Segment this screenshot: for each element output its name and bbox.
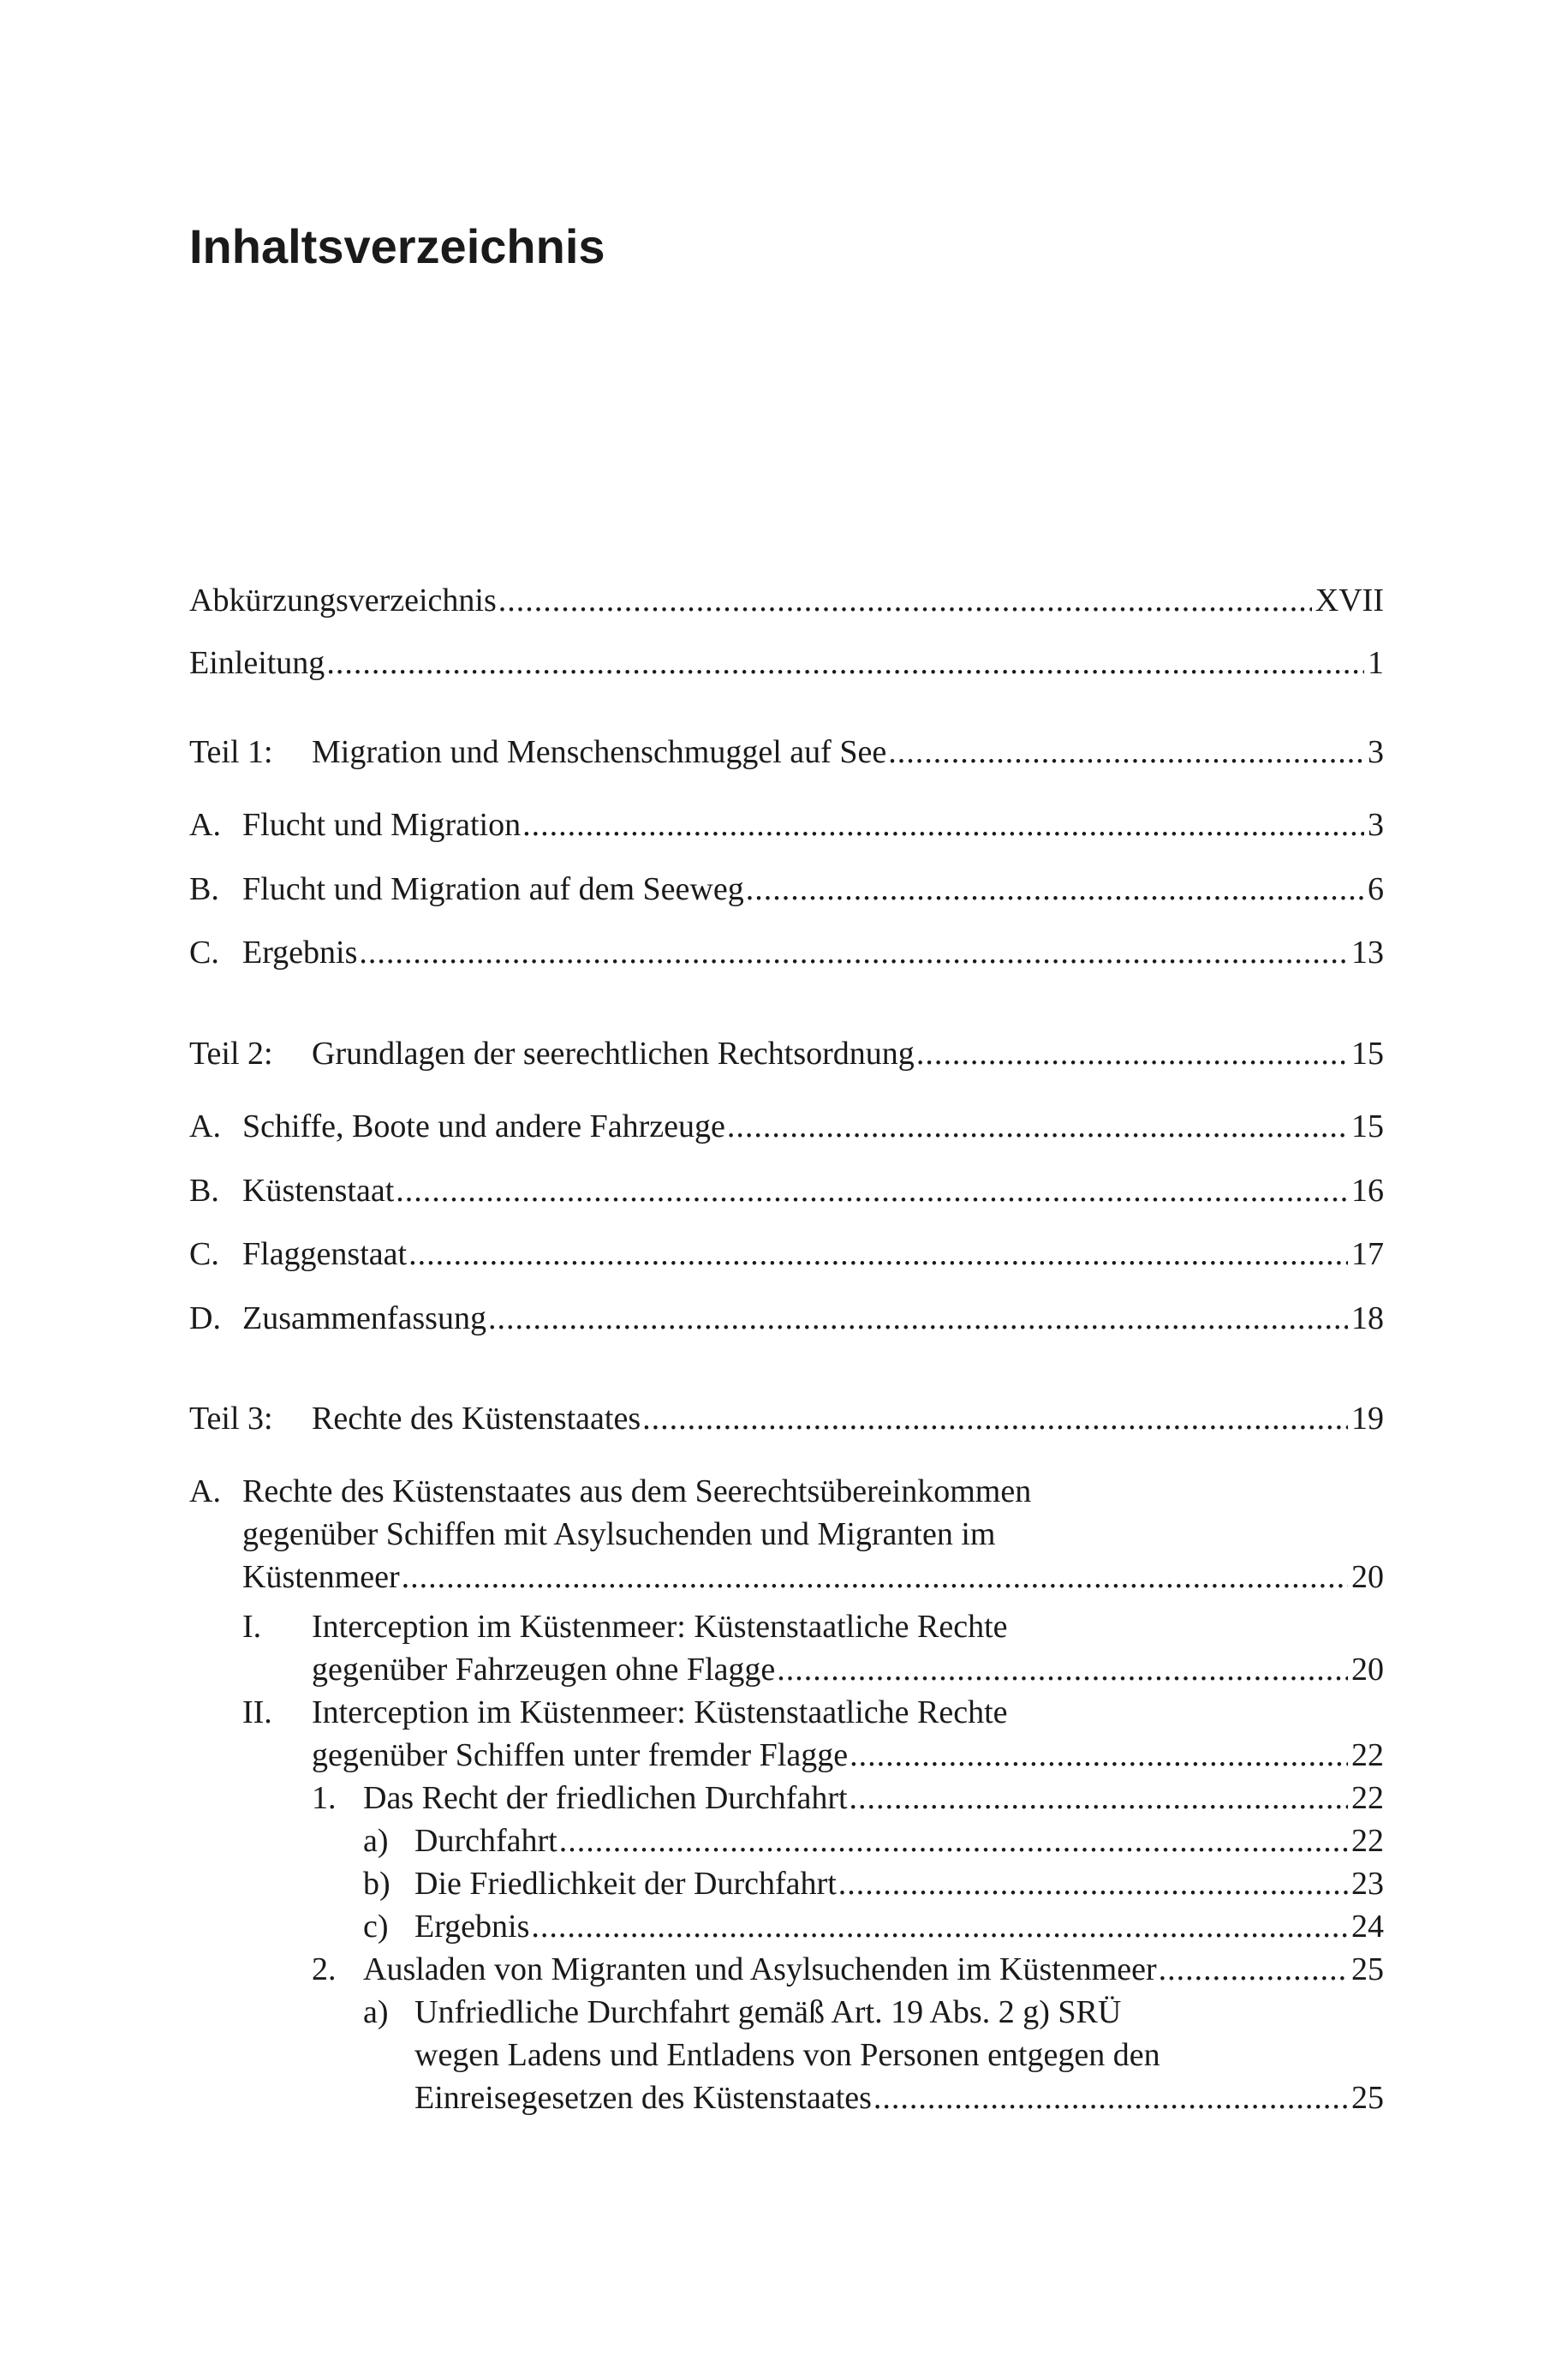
toc-entry-page-number: 3: [1368, 734, 1384, 770]
toc-entry-line: [189, 1605, 1384, 1648]
toc-entry-title: Rechte des Küstenstaates: [312, 1401, 641, 1437]
toc-entry[interactable]: [189, 1862, 1384, 1905]
toc-entry-number: A.: [189, 807, 221, 843]
toc-entry-leader-dots: [1159, 1948, 1348, 1991]
toc-entry-last-line: [189, 1777, 1384, 1819]
toc-entry-page-number: 24: [1351, 1909, 1384, 1945]
toc-entry[interactable]: [189, 579, 1384, 622]
toc-entry-last-line: [189, 804, 1384, 846]
toc-entry-page-number: 22: [1351, 1823, 1384, 1859]
toc-entry-number: B.: [189, 1173, 219, 1209]
toc-entry-title: Küstenstaat: [242, 1173, 395, 1209]
toc-entry-number: Teil 2:: [189, 1036, 273, 1072]
page-title: Inhaltsverzeichnis: [189, 219, 605, 273]
toc-entry-last-line: [189, 1105, 1384, 1148]
toc-entry-page-number: 25: [1351, 2080, 1384, 2116]
toc-entry-page-number: 20: [1351, 1559, 1384, 1595]
toc-entry-page-number: 16: [1351, 1173, 1384, 1209]
toc-entry-title: Ausladen von Migranten und Asylsuchenden im Küstenmeer: [363, 1951, 1157, 1987]
toc-entry-last-line: [189, 931, 1384, 974]
toc-entry-line: [189, 1470, 1384, 1513]
toc-entry-page-number: 19: [1351, 1401, 1384, 1437]
toc-entry-page-number: 3: [1368, 807, 1384, 843]
toc-entry-leader-dots: [777, 1648, 1348, 1691]
toc-entry-leader-dots: [326, 642, 1364, 684]
toc-entry[interactable]: [189, 1169, 1384, 1212]
toc-entry-last-line: [189, 1556, 1384, 1598]
toc-entry[interactable]: [189, 731, 1384, 774]
toc-entry-title: Flaggenstaat: [242, 1236, 408, 1272]
toc-entry-title: Durchfahrt: [414, 1823, 557, 1859]
toc-entry-number: 2.: [312, 1951, 337, 1987]
toc-entry-leader-dots: [359, 931, 1348, 974]
toc-entry-number: II.: [242, 1694, 272, 1730]
toc-entry[interactable]: [189, 1777, 1384, 1819]
toc-entry-leader-dots: [850, 1777, 1348, 1819]
toc-entry-title: Flucht und Migration: [242, 807, 522, 843]
toc-entry[interactable]: [189, 1470, 1384, 1598]
toc-entry-page-number: 22: [1351, 1737, 1384, 1773]
toc-entry-number: b): [363, 1866, 391, 1902]
toc-entry[interactable]: [189, 642, 1384, 684]
toc-entry-title: Abkürzungsverzeichnis: [189, 583, 497, 618]
toc-entry-title: Flucht und Migration auf dem Seeweg: [242, 871, 744, 907]
toc-entry-page-number: 15: [1351, 1036, 1384, 1072]
toc-entry-page-number: 23: [1351, 1866, 1384, 1902]
toc-entry-page-number: 15: [1351, 1108, 1384, 1144]
toc-entry-title: Küstenmeer: [242, 1559, 400, 1595]
toc-entry-leader-dots: [498, 579, 1312, 622]
toc-entry-last-line: [189, 1169, 1384, 1212]
toc-entry-last-line: [189, 1233, 1384, 1276]
toc-entry-page-number: 6: [1368, 871, 1384, 907]
toc-entry-title: Einleitung: [189, 645, 325, 681]
toc-entry-title: Das Recht der friedlichen Durchfahrt: [363, 1780, 848, 1816]
toc-entry-title: Schiffe, Boote und andere Fahrzeuge: [242, 1108, 725, 1144]
toc-entry-leader-dots: [642, 1397, 1348, 1440]
toc-entry-number: I.: [242, 1609, 262, 1645]
toc-entry-number: 1.: [312, 1780, 337, 1816]
toc-entry-leader-dots: [396, 1169, 1348, 1212]
toc-entry-leader-dots: [559, 1819, 1348, 1862]
toc-entry-number: a): [363, 1994, 389, 2030]
toc-entry-number: C.: [189, 935, 219, 971]
toc-entry-leader-dots: [488, 1297, 1348, 1340]
toc-entry-leader-dots: [727, 1105, 1348, 1148]
toc-entry-title: wegen Ladens und Entladens von Personen entgegen den: [414, 2037, 1160, 2073]
toc-entry-page-number: 22: [1351, 1780, 1384, 1816]
toc-entry-page-number: 17: [1351, 1236, 1384, 1272]
toc-entry-last-line: [189, 1397, 1384, 1440]
toc-entry-leader-dots: [873, 2076, 1348, 2119]
toc-entry-last-line: [189, 642, 1384, 684]
toc-entry-leader-dots: [888, 731, 1364, 774]
toc-entry-page-number: 1: [1368, 645, 1384, 681]
toc-entry-title: Interception im Küstenmeer: Küstenstaatliche Rechte: [312, 1694, 1008, 1730]
toc-entry[interactable]: [189, 804, 1384, 846]
toc-entry-last-line: [189, 1819, 1384, 1862]
toc-entry[interactable]: [189, 1297, 1384, 1340]
toc-entry-last-line: [189, 1648, 1384, 1691]
toc-entry-number: Teil 1:: [189, 734, 273, 770]
toc-entry-line: [189, 1991, 1384, 2034]
toc-entry[interactable]: [189, 1397, 1384, 1440]
toc-entry-title: Zusammenfassung: [242, 1300, 486, 1336]
toc-entry-title: Interception im Küstenmeer: Küstenstaatliche Rechte: [312, 1609, 1008, 1645]
toc-entry-number: Teil 3:: [189, 1401, 273, 1437]
toc-entry[interactable]: [189, 1105, 1384, 1148]
toc-entry-number: c): [363, 1909, 389, 1945]
toc-entry-title: Ergebnis: [242, 935, 358, 971]
toc-entry-line: [189, 2034, 1384, 2076]
toc-entry[interactable]: [189, 1233, 1384, 1276]
toc-entry[interactable]: [189, 931, 1384, 974]
toc-entry[interactable]: [189, 868, 1384, 911]
toc-entry-leader-dots: [402, 1556, 1348, 1598]
toc-entry-leader-dots: [838, 1862, 1348, 1905]
toc-entry-last-line: [189, 731, 1384, 774]
toc-entry-title: Migration und Menschenschmuggel auf See: [312, 734, 887, 770]
toc-entry-last-line: [189, 868, 1384, 911]
toc-entry-leader-dots: [408, 1233, 1348, 1276]
toc-entry-number: a): [363, 1823, 389, 1859]
table-of-contents: [189, 0, 1384, 2378]
toc-entry-line: [189, 1513, 1384, 1556]
toc-entry[interactable]: [189, 1905, 1384, 1948]
toc-entry-number: A.: [189, 1473, 221, 1509]
toc-entry-last-line: [189, 1905, 1384, 1948]
toc-entry-leader-dots: [522, 804, 1364, 846]
toc-entry-title: gegenüber Schiffen unter fremder Flagge: [312, 1737, 849, 1773]
toc-entry-title: Rechte des Küstenstaates aus dem Seerechtsübereinkommen: [242, 1473, 1032, 1509]
toc-entry-title: gegenüber Schiffen mit Asylsuchenden und Migranten im: [242, 1516, 996, 1552]
toc-entry-last-line: [189, 579, 1384, 622]
toc-entry-leader-dots: [850, 1734, 1348, 1777]
toc-entry-title: Unfriedliche Durchfahrt gemäß Art. 19 Abs. 2 g) SRÜ: [414, 1994, 1122, 2030]
toc-entry-leader-dots: [531, 1905, 1348, 1948]
toc-entry-title: gegenüber Fahrzeugen ohne Flagge: [312, 1652, 776, 1688]
toc-entry-leader-dots: [916, 1032, 1348, 1075]
toc-entry-page-number: XVII: [1315, 583, 1384, 618]
toc-entry[interactable]: [189, 1948, 1384, 1991]
toc-entry-title: Ergebnis: [414, 1909, 530, 1945]
toc-entry-page-number: 20: [1351, 1652, 1384, 1688]
toc-entry[interactable]: [189, 1605, 1384, 1691]
toc-entry-page-number: 18: [1351, 1300, 1384, 1336]
toc-entry-number: B.: [189, 871, 219, 907]
toc-entry-page-number: 25: [1351, 1951, 1384, 1987]
toc-entry-last-line: [189, 1862, 1384, 1905]
toc-entry[interactable]: [189, 1032, 1384, 1075]
toc-entry-number: A.: [189, 1108, 221, 1144]
toc-entry-number: C.: [189, 1236, 219, 1272]
toc-entry-last-line: [189, 1297, 1384, 1340]
toc-entry-number: D.: [189, 1300, 221, 1336]
toc-entry-title: Grundlagen der seerechtlichen Rechtsordnung: [312, 1036, 915, 1072]
toc-entry[interactable]: [189, 1691, 1384, 1777]
toc-entry-page-number: 13: [1351, 935, 1384, 971]
toc-entry-title: Die Friedlichkeit der Durchfahrt: [414, 1866, 837, 1902]
toc-entry[interactable]: [189, 1991, 1384, 2119]
toc-entry-title: Einreisegesetzen des Küstenstaates: [414, 2080, 872, 2116]
toc-entry-last-line: [189, 1948, 1384, 1991]
toc-entry-last-line: [189, 1032, 1384, 1075]
toc-entry-leader-dots: [746, 868, 1364, 911]
toc-entry[interactable]: [189, 1819, 1384, 1862]
toc-entry-line: [189, 1691, 1384, 1734]
toc-entry-last-line: [189, 2076, 1384, 2119]
toc-entry-last-line: [189, 1734, 1384, 1777]
